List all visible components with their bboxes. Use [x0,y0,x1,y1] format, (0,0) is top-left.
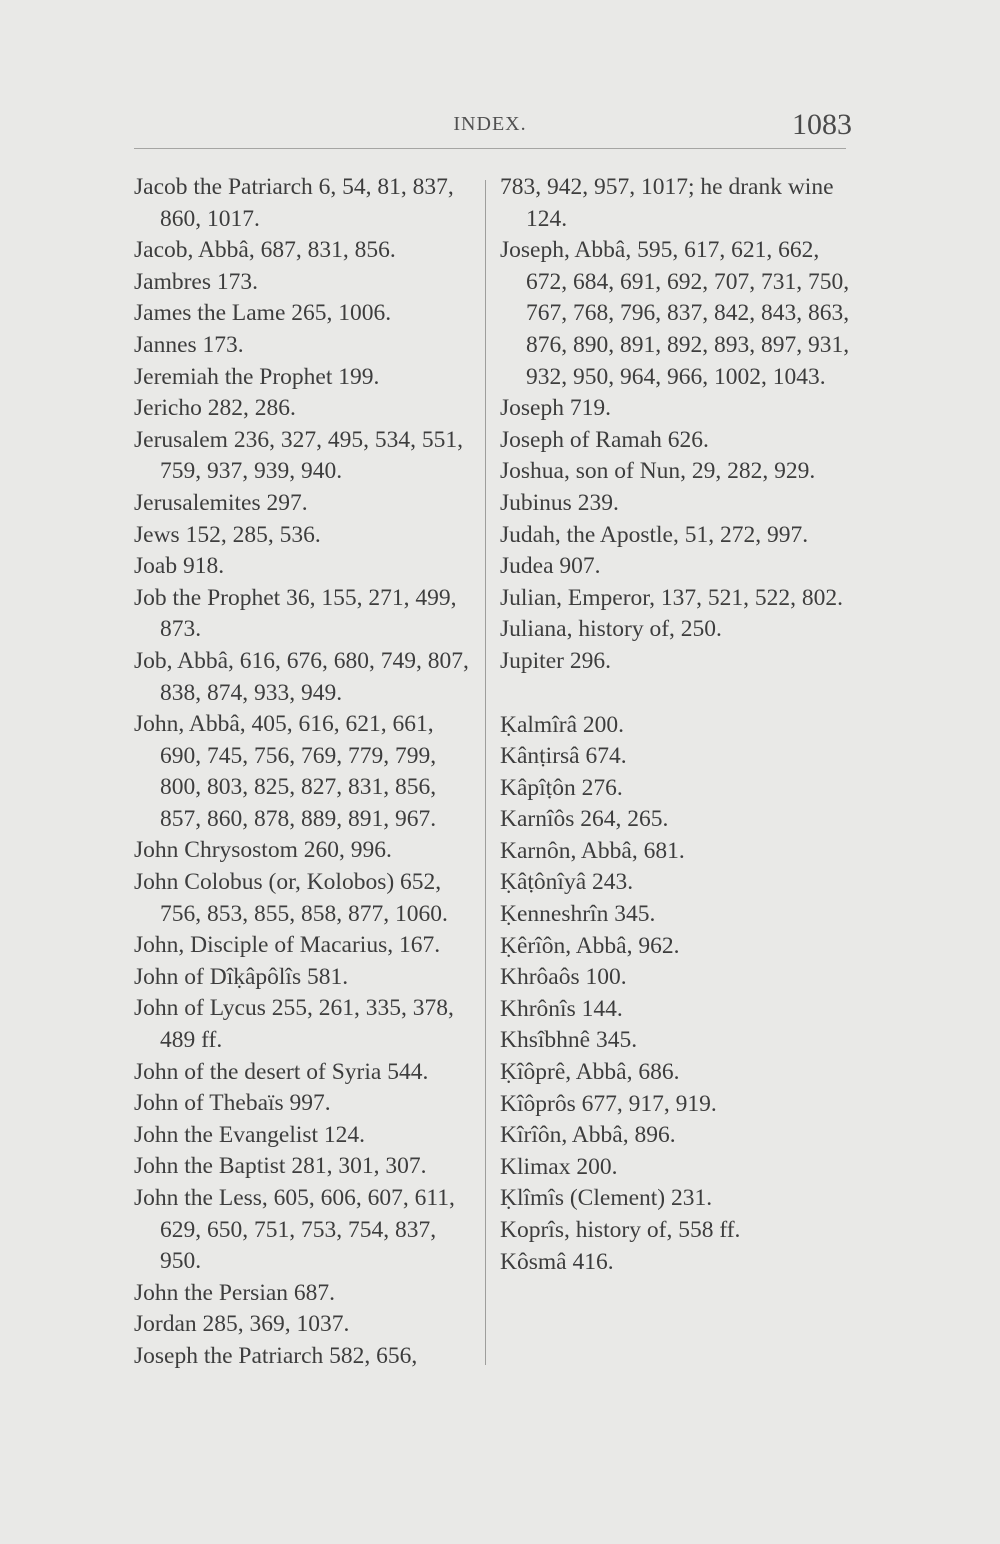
index-entry: Job, Abbâ, 616, 676, 680, 749, 807, 838, 874, 933, 949. [134,647,469,706]
index-entry: Ḳîôprê, Abbâ, 686. [500,1059,680,1086]
index-entry: John of the desert of Syria 544. [134,1058,429,1085]
index-entry: Kîrîôn, Abbâ, 896. [500,1122,676,1149]
index-entry: Khrônîs 144. [500,995,623,1022]
index-entry: John of Thebaïs 997. [134,1090,331,1117]
index-entry: Ḳenneshrîn 345. [500,901,656,928]
index-entry: Ḳlîmîs (Clement) 231. [500,1185,713,1212]
index-entry: John Chrysostom 260, 996. [134,837,392,864]
index-entry: Ḳêrîôn, Abbâ, 962. [500,932,680,959]
index-entry: Jambres 173. [134,268,259,295]
index-entry: Jews 152, 285, 536. [134,521,321,548]
index-entry: Judah, the Apostle, 51, 272, 997. [500,521,809,548]
index-entry: Jerusalem 236, 327, 495, 534, 551, 759, 937, 939, 940. [134,426,463,485]
index-entry: John the Less, 605, 606, 607, 611, 629, 650, 751, 753, 754, 837, 950. [134,1185,455,1275]
running-header: INDEX. [453,113,527,135]
index-entry: Joseph of Ramah 626. [500,426,709,453]
index-entry: Juliana, history of, 250. [500,616,722,643]
index-entry: Job the Prophet 36, 155, 271, 499, 873. [134,584,457,643]
index-entry: John the Baptist 281, 301, 307. [134,1153,427,1180]
index-entry: Joab 918. [134,553,225,580]
index-entry: Jordan 285, 369, 1037. [134,1311,350,1338]
index-entry: John of Lycus 255, 261, 335, 378, 489 ff. [134,995,454,1054]
index-entry: Jeremiah the Prophet 199. [134,363,380,390]
index-column-left [134,172,476,1373]
index-entry: Kôsmâ 416. [500,1248,614,1275]
index-entry: Jacob the Patriarch 6, 54, 81, 837, 860, 1017. [134,174,454,232]
column-divider [485,180,486,1365]
index-entry: James the Lame 265, 1006. [134,300,392,327]
index-entry: Jubinus 239. [500,489,619,516]
index-entry: Jerusalemites 297. [134,489,308,516]
index-entry: Khsîbhnê 345. [500,1027,638,1054]
index-entry: Khrôaôs 100. [500,964,627,991]
index-entry: Jupiter 296. [500,647,611,674]
index-entry: Jericho 282, 286. [134,395,296,422]
index-entry: Joseph, Abbâ, 595, 617, 621, 662, 672, 684, 691, 692, 707, 731, 750, 767, 768, 796, 837, 842, 843, 863, 876, 890, 891, 892, 893, 897, 931, 932, 950, 964, 966, 1002, 1043. [500,237,850,390]
index-column-right [500,172,850,1278]
index-entry: Joseph the Patriarch 582, 656, [134,1342,418,1369]
index-entry: John, Abbâ, 405, 616, 621, 661, 690, 745, 756, 769, 779, 799, 800, 803, 825, 827, 831, 856, 857, 860, 878, 889, 891, 967. [134,711,437,832]
index-entry: Ḳalmîrâ 200. [500,711,624,738]
index-entry: Jannes 173. [134,331,244,358]
index-entry: John the Evangelist 124. [134,1121,366,1148]
header-rule [134,148,846,149]
index-entry: Kîôprôs 677, 917, 919. [500,1090,717,1117]
index-entry: Jacob, Abbâ, 687, 831, 856. [134,237,396,264]
index-entry: Karnôn, Abbâ, 681. [500,837,685,864]
index-entry: John, Disciple of Macarius, 167. [134,932,441,959]
index-entry: Joseph 719. [500,395,611,422]
index-entry: John Colobus (or, Kolobos) 652, 756, 853, 855, 858, 877, 1060. [134,869,448,927]
index-entry: Joshua, son of Nun, 29, 282, 929. [500,458,816,485]
index-entry: John of Dîḳâpôlîs 581. [134,963,349,990]
index-entry: Karnîôs 264, 265. [500,806,669,833]
index-entry: Ḳâṭônîyâ 243. [500,869,634,896]
index-entry: Judea 907. [500,553,601,580]
letter-section-gap [500,678,850,710]
index-entry: Julian, Emperor, 137, 521, 522, 802. [500,584,844,611]
index-entry: 783, 942, 957, 1017; he drank wine 124. [500,174,834,232]
page-number: 1083 [792,108,852,141]
index-entry: Kâpîṭôn 276. [500,774,623,801]
index-entry: Koprîs, history of, 558 ff. [500,1217,741,1243]
index-entry: Kânṭirsâ 674. [500,743,627,770]
index-entry: Klimax 200. [500,1153,618,1180]
index-entry: John the Persian 687. [134,1279,336,1306]
